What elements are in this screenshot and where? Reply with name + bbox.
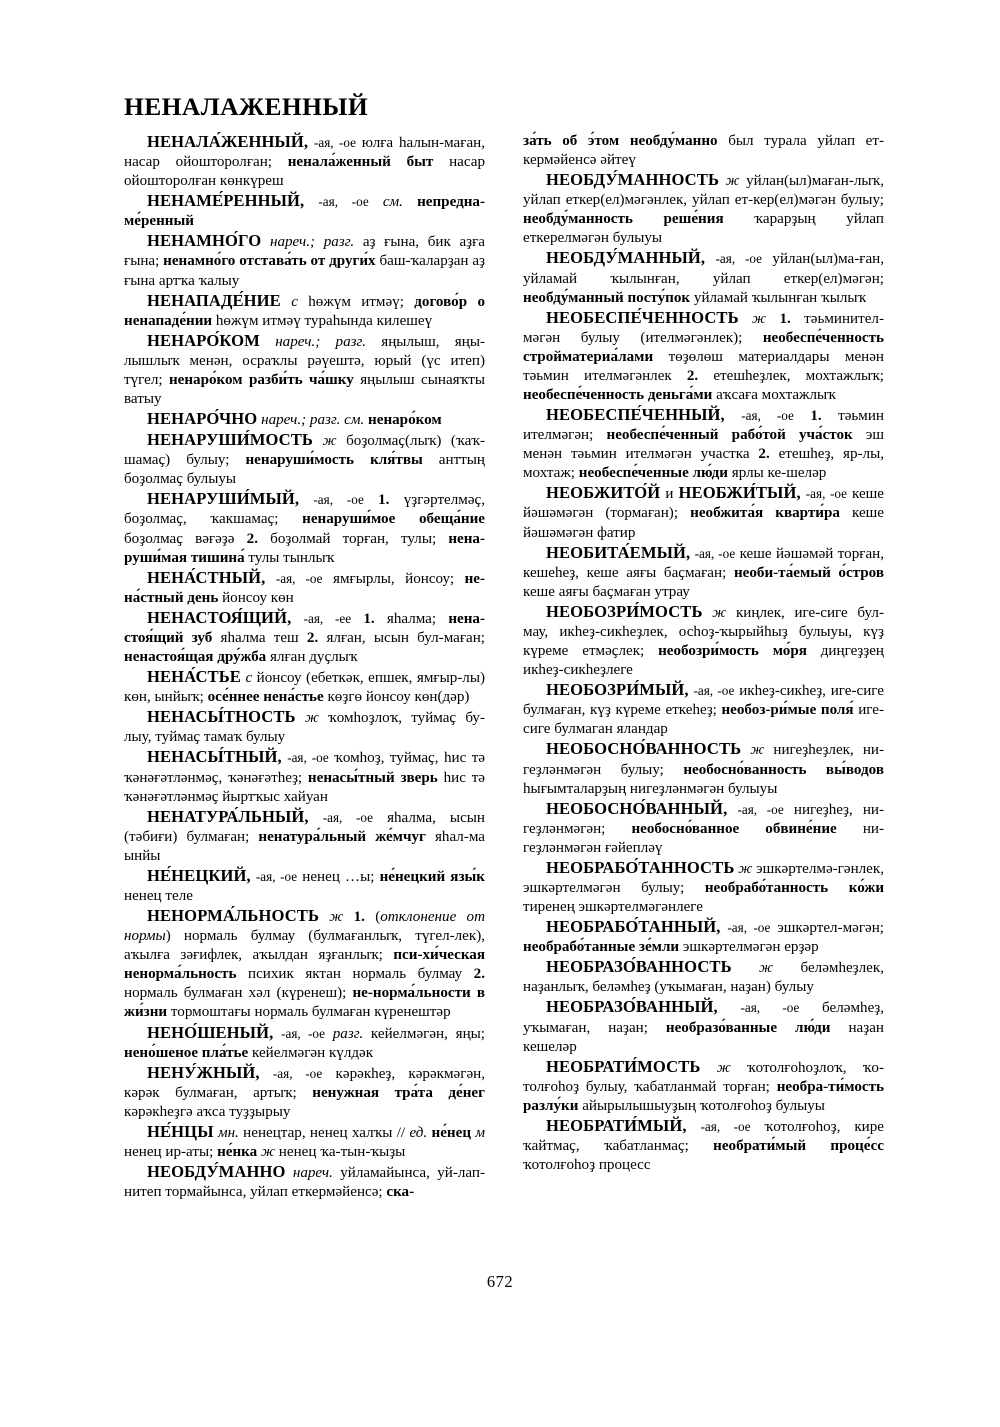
dictionary-entry: НЕНАРО́ЧНО нареч.; разг. см. ненаро́ком bbox=[147, 409, 442, 429]
dictionary-entry: НЕОБОСНО́ВАННОСТЬ ж нигеҙһеҙлек, ни-геҙләнмәгән булыу; необосно́ванность вы́водов һығымталарҙың нигеҙләнмәгән булыуы bbox=[523, 739, 884, 797]
dictionary-entry: НЕНАЛА́ЖЕННЫЙ, -ая, -ое юлға һалын-маған, насар ойошторолған; ненала́женный быт насар ойошторолған көнкүреш bbox=[124, 132, 485, 190]
dictionary-entry: НЕОБОЗРИ́МОСТЬ ж киңлек, иге-сиге бул-мау, икһеҙ-сикһеҙлек, осһоҙ-ҡырыйһыҙ булыуы, күҙ күреме етмәҫлек; необозри́мость мо́ря диңгеҙҙең икһеҙ-сикһеҙлеге bbox=[523, 601, 884, 679]
dictionary-entry: НЕОБРАБО́ТАННЫЙ, -ая, -ое эшкәртел-мәгән; необрабо́танные зе́мли эшкәртелмәгән ерҙәр bbox=[523, 917, 884, 956]
dictionary-entry: НЕНО́ШЕНЫЙ, -ая, -ое разг. кейелмәгән, яңы; нено́шеное пла́тье кейелмәгән күлдәк bbox=[124, 1022, 485, 1061]
dictionary-entry: НЕНАМНО́ГО нареч.; разг. аҙ ғына, бик аҙға ғына; ненамно́го отстава́ть от други́х баш-ҡаларҙан аҙ ғына артҡа ҡалыу bbox=[124, 231, 486, 289]
dictionary-entry: НЕОБЕСПЕ́ЧЕННОСТЬ ж 1. тәьминител-мәгән булыу (ителмәгәнлек); необеспе́ченность стройматериа́лами төҙөлөш материалдары менән тәьмин ителмәгәнлек 2. етешһеҙлек, мохтажлыҡ; необеспе́ченность деньга́ми аҡсаға мохтажлыҡ bbox=[523, 307, 884, 404]
dictionary-entry: НЕОБРАЗО́ВАННЫЙ, -ая, -ое беләмһеҙ, уҡымаған, наҙан; необразо́ванные лю́ди наҙан кешеләр bbox=[523, 997, 884, 1055]
dictionary-entry: НЕОБЕСПЕ́ЧЕННЫЙ, -ая, -ое 1. тәьмин ителмәгән; необеспе́ченный рабо́той уча́сток эш менән тәьмин ителмәгән участка 2. етешһеҙ, яр-лы, мохтаж; необеспе́ченные лю́ди ярлы ке-шеләр bbox=[523, 405, 885, 482]
dictionary-entry: НЕОБИТА́ЕМЫЙ, -ая, -ое кеше йәшәмәй торған, кешеһеҙ, кеше аяғы баҫмаған; необи-та́емый о́стров кеше аяғы баҫмаған утрау bbox=[523, 542, 884, 600]
dictionary-entry: НЕОБДУ́МАННЫЙ, -ая, -ое уйлан(ыл)ма-ған, уйламай ҡылынған, уйлап еткер(ел)мәгән; необду́манный посту́пок уйламай ҡылынған ҡылыҡ bbox=[523, 248, 884, 306]
dictionary-entry: НЕОБОСНО́ВАННЫЙ, -ая, -ое нигеҙһеҙ, ни-геҙләнмәгән; необосно́ванное обвине́ние ни-геҙләнмәгән ғәйепләү bbox=[523, 798, 884, 856]
left-column bbox=[124, 132, 485, 1262]
page-running-head: НЕНАЛАЖЕННЫЙ bbox=[124, 92, 369, 121]
dictionary-entry: НЕОБЖИТО́Й и НЕОБЖИ́ТЫЙ, -ая, -ое кеше йәшәмәгән (тормаған); необжита́я кварти́ра кеше йәшәмәгән фатир bbox=[523, 483, 885, 541]
dictionary-entry: НЕНА́СТНЫЙ, -ая, -ое ямғырлы, йонсоу; не-на́стный день йонсоу көн bbox=[124, 567, 486, 606]
dictionary-entry: НЕНАПАДЕ́НИЕ с һөжүм итмәү; догово́р о ненападе́нии һөжүм итмәү тураһында килешеү bbox=[124, 290, 485, 329]
dictionary-entry: НЕОБДУ́МАННОСТЬ ж уйлан(ыл)маған-лыҡ, уйлап еткер(ел)мәгәнлек, уйлап ет-кер(ел)мәгән булыу; необду́манность реше́ния ҡарарҙың уйлап еткерелмәгән булыуы bbox=[523, 170, 885, 247]
dictionary-entry: НЕНАСЫ́ТНОСТЬ ж ҡомһоҙлоҡ, туймаҫ бу-лыу, туймаҫ тамаҡ булыу bbox=[124, 707, 485, 746]
dictionary-entry: НЕНАСТОЯ́ЩИЙ, -ая, -ее 1. яһалма; нена-стоя́щий зуб яһалма теш 2. ялған, ысын бул-маған; ненастоя́щая дру́жба ялған дуҫлыҡ bbox=[124, 607, 485, 666]
text-columns bbox=[124, 132, 884, 1262]
dictionary-entry: НЕОБРАЗО́ВАННОСТЬ ж беләмһеҙлек, наҙанлыҡ, беләмһеҙ (уҡымаған, наҙан) булыу bbox=[523, 957, 884, 996]
dictionary-entry: НЕ́НЕЦКИЙ, -ая, -ое ненец …ы; не́нецкий язы́к ненец теле bbox=[124, 865, 485, 904]
dictionary-entry: НЕНАМЕ́РЕННЫЙ, -ая, -ое см. непредна-ме́ренный bbox=[124, 191, 485, 230]
dictionary-entry: НЕ́НЦЫ мн. ненецтар, ненец халҡы // ед. не́нец м ненец ир-аты; не́нка ж ненец ҡа-тын-ҡыҙы bbox=[124, 1121, 486, 1160]
dictionary-entry: НЕОБРАТИ́МЫЙ, -ая, -ое ҡотолғоһоҙ, кире ҡайтмаҫ, ҡабатланмаҫ; необрати́мый проце́сс ҡотолғоһоҙ процесс bbox=[523, 1115, 884, 1174]
dictionary-entry: НЕНОРМА́ЛЬНОСТЬ ж 1. (отклонение от нормы) нормаль булмау (булмағанлыҡ, түгел-лек), аҡылға зәғифлек, аҡылдан яҙғанлыҡ; пси-хи́ческая ненорма́льность психик яктан нормаль булмау 2. нормаль булмаған хәл (күренеш); не-норма́льности в жи́зни тормоштағы нормаль булмаған күренештәр bbox=[124, 906, 485, 1021]
dictionary-entry: НЕОБДУ́МАННО нареч. уйламайынса, уй-лап-нитеп тормайынса, уйлап еткермәйенсә; ска- bbox=[124, 1162, 485, 1201]
dictionary-entry: НЕНАТУРА́ЛЬНЫЙ, -ая, -ое яһалма, ысын (тәбиғи) булмаған; ненатура́льный же́мчуг яһал-ма ынйы bbox=[124, 806, 485, 864]
dictionary-entry: НЕНУ́ЖНЫЙ, -ая, -ое кәрәкһеҙ, кәрәкмәгән, кәрәк булмаған, артыҡ; ненужная тра́та де́нег кәрәкһеҙгә аҡса туҙҙырыу bbox=[124, 1062, 485, 1120]
dictionary-entry: НЕОБРАТИ́МОСТЬ ж ҡотолғоһоҙлоҡ, ҡо-толғоһоҙ булыу, ҡабатланмай торған; необра-ти́мость разлу́ки айырылышыуҙың ҡотолғоһоҙ булыуы bbox=[523, 1056, 884, 1114]
dictionary-entry: НЕНАРО́КОМ нареч.; разг. яңылыш, яңы-лышлыҡ менән, осраҡлы рәүештә, юрый (үс итеп) түгел; ненаро́ком разби́ть ча́шку яңылыш сынаяҡты ватыу bbox=[124, 330, 485, 408]
entry-continuation: за́ть об э́том необду́манно был турала уйлап ет-кермәйенсә әйтеү bbox=[523, 133, 884, 169]
page-number: 672 bbox=[486, 1272, 514, 1291]
dictionary-entry: НЕОБРАБО́ТАННОСТЬ ж эшкәртелмә-гәнлек, эшкәртелмәгән булыу; необрабо́танность ко́жи тиренең эшкәртелмәгәнлеге bbox=[523, 857, 885, 916]
dictionary-entry: НЕНАСЫ́ТНЫЙ, -ая, -ое ҡомһоҙ, туймаҫ, һис тә ҡәнәғәтләнмәҫ, ҡәнәғәтһеҙ; ненасы́тный зверь һис тә ҡәнәғәтләнмәҫ йыртҡыс хайуан bbox=[124, 747, 486, 805]
dictionary-entry: НЕНАРУШИ́МОСТЬ ж боҙолмаҫ(лыҡ) (ҡаҡ-шамаҫ) булыу; ненаруши́мость кля́твы анттың боҙолмаҫ булыуы bbox=[124, 430, 485, 488]
dictionary-entry: НЕНАРУШИ́МЫЙ, -ая, -ое 1. үҙгәртелмәҫ, боҙолмаҫ, ҡакшамаҫ; ненаруши́мое обеща́ние боҙолмаҫ вәғәҙә 2. боҙолмай торған, тулы; нена-руши́мая тишина́ тулы тынлыҡ bbox=[124, 489, 485, 566]
dictionary-entry: НЕНА́СТЬЕ с йонсоу (ебеткәк, епшек, ямғыр-лы) көн, ынйыҡ; осе́ннее нена́стье көҙгө йонсоу көн(дәр) bbox=[124, 667, 485, 706]
right-column bbox=[523, 132, 884, 1262]
dictionary-entry: НЕОБОЗРИ́МЫЙ, -ая, -ое икһеҙ-сикһеҙ, иге-сиге булмаған, күҙ күреме еткеһеҙ; необоз-ри́мые поля́ иге-сиге булмаган яландар bbox=[523, 680, 884, 738]
